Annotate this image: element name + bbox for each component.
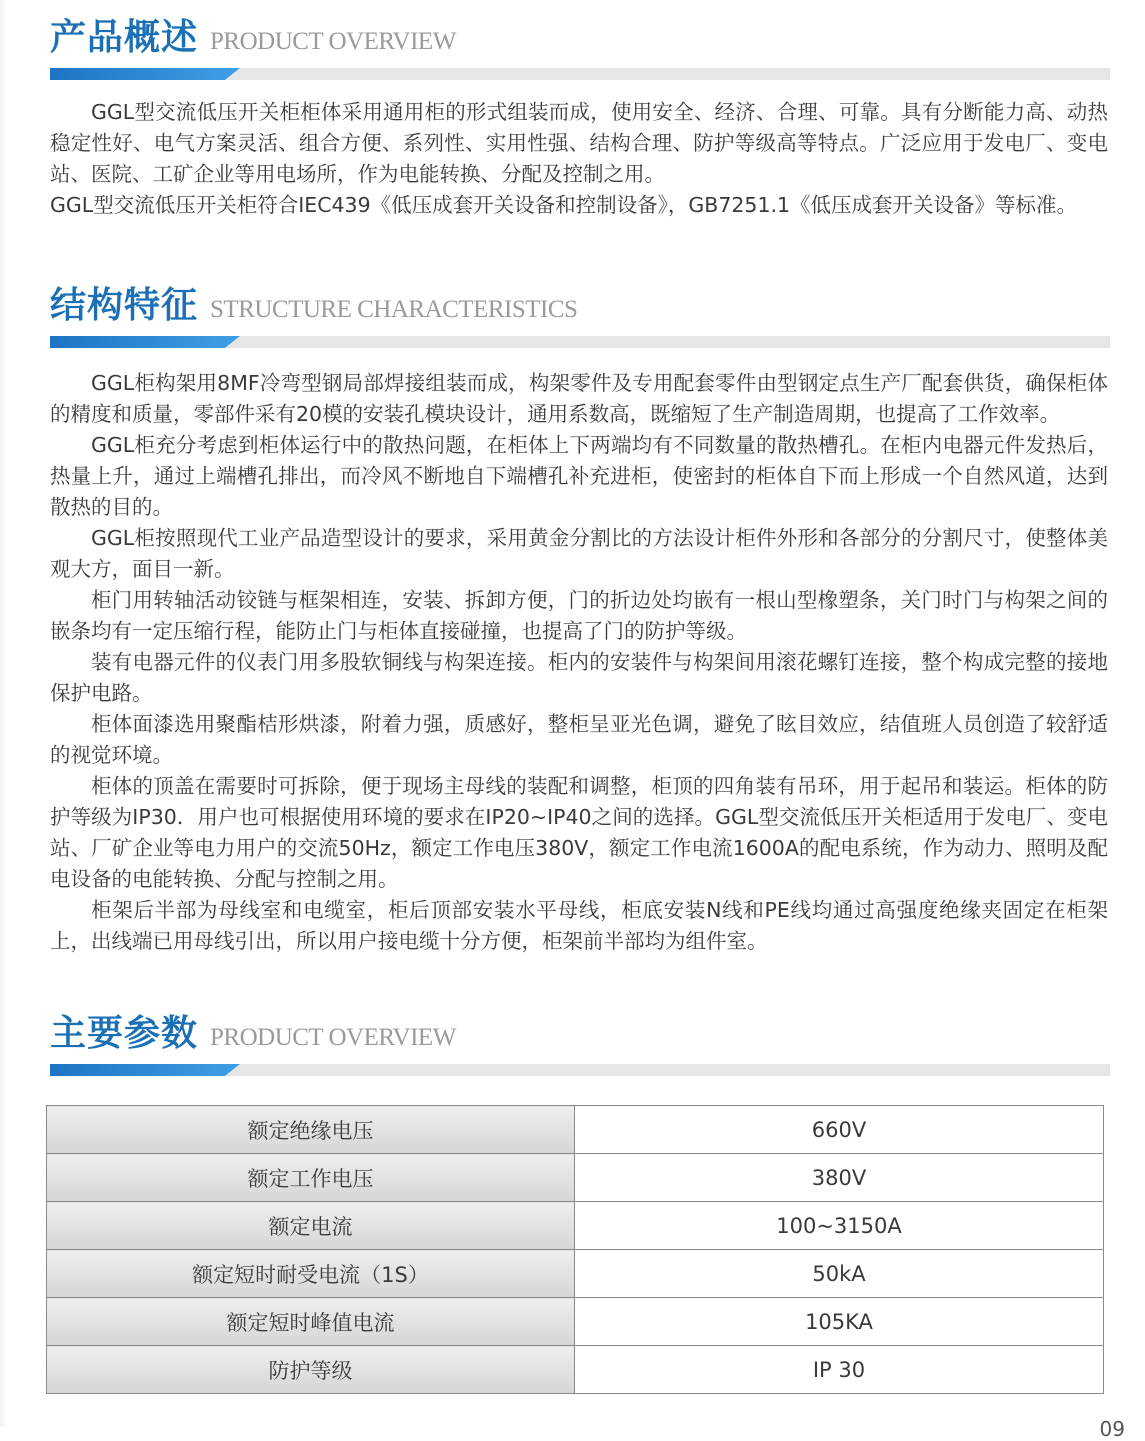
page-number: 09 bbox=[1099, 1417, 1125, 1441]
table-row bbox=[47, 1106, 1104, 1154]
params-header bbox=[50, 1012, 1110, 1076]
structure-title-zh: 结构特征 bbox=[50, 285, 199, 326]
param-value: 105KA bbox=[575, 1298, 1104, 1346]
params-divider bbox=[50, 1064, 1110, 1076]
table-row bbox=[47, 1346, 1104, 1394]
structure-paragraph-7: 柜体的顶盖在需要时可拆除，便于现场主母线的装配和调整，柜顶的四角装有吊环，用于起吊和装运。柜体的防护等级为IP30．用户也可根据使用环境的要求在IP20~IP40之间的选择。GGL型交流低压开关柜适用于发电厂、变电站、厂矿企业等电力用户的交流50Hz，额定工作电压380V，额定工作电流1600A的配电系统，作为动力、照明及配电设备的电能转换、分配与控制之用。 bbox=[50, 774, 1108, 891]
page-edge-strip bbox=[0, 0, 8, 1427]
param-value: 50kA bbox=[575, 1250, 1104, 1298]
structure-paragraph-4: 柜门用转轴活动铰链与框架相连，安装、拆卸方便，门的折边处均嵌有一根山型橡塑条，关门时门与构架之间的嵌条均有一定压缩行程，能防止门与柜体直接碰撞，也提高了门的防护等级。 bbox=[50, 588, 1108, 643]
overview-paragraph-1: GGL型交流低压开关柜柜体采用通用柜的形式组装而成，使用安全、经济、合理、可靠。具有分断能力高、动热稳定性好、电气方案灵活、组合方便、系列性、实用性强、结构合理、防护等级高等特点。广泛应用于发电厂、变电站、医院、工矿企业等用电场所，作为电能转换、分配及控制之用。 bbox=[50, 100, 1108, 186]
param-value: IP 30 bbox=[575, 1346, 1104, 1394]
structure-paragraph-6: 柜体面漆选用聚酯桔形烘漆，附着力强，质感好，整柜呈亚光色调，避免了眩目效应，结值班人员创造了较舒适的视觉环境。 bbox=[50, 712, 1108, 767]
overview-divider bbox=[50, 68, 1110, 80]
structure-header bbox=[50, 284, 1110, 348]
overview-title-zh: 产品概述 bbox=[50, 17, 199, 58]
param-label: 额定工作电压 bbox=[47, 1154, 575, 1202]
structure-text bbox=[50, 368, 1108, 957]
overview-title-en: PRODUCT OVERVIEW bbox=[210, 28, 456, 55]
table-row bbox=[47, 1298, 1104, 1346]
table-row bbox=[47, 1250, 1104, 1298]
param-label: 防护等级 bbox=[47, 1346, 575, 1394]
param-value: 380V bbox=[575, 1154, 1104, 1202]
param-value: 100~3150A bbox=[575, 1202, 1104, 1250]
structure-paragraph-2: GGL柜充分考虑到柜体运行中的散热问题，在柜体上下两端均有不同数量的散热槽孔。在柜内电器元件发热后，热量上升，通过上端槽孔排出，而冷风不断地自下端槽孔补充进柜，使密封的柜体自下而上形成一个自然风道，达到散热的目的。 bbox=[50, 433, 1108, 519]
param-label: 额定绝缘电压 bbox=[47, 1106, 575, 1154]
structure-divider bbox=[50, 336, 1110, 348]
params-title-en: PRODUCT OVERVIEW bbox=[210, 1024, 456, 1051]
table-row bbox=[47, 1202, 1104, 1250]
structure-paragraph-5: 装有电器元件的仪表门用多股软铜线与构架连接。柜内的安装件与构架间用滚花螺钉连接，整个构成完整的接地保护电路。 bbox=[50, 650, 1108, 705]
params-table bbox=[46, 1105, 1104, 1394]
param-label: 额定短时耐受电流（1S） bbox=[47, 1250, 575, 1298]
structure-paragraph-8: 柜架后半部为母线室和电缆室，柜后顶部安装水平母线，柜底安装N线和PE线均通过高强度绝缘夹固定在柜架上，出线端已用母线引出，所以用户接电缆十分方便，柜架前半部均为组件室。 bbox=[50, 898, 1108, 953]
overview-header bbox=[50, 16, 1110, 80]
overview-text bbox=[50, 97, 1108, 221]
param-label: 额定电流 bbox=[47, 1202, 575, 1250]
params-title-zh: 主要参数 bbox=[50, 1013, 199, 1054]
structure-paragraph-1: GGL柜构架用8MF冷弯型钢局部焊接组装而成，构架零件及专用配套零件由型钢定点生产厂配套供货，确保柜体的精度和质量，零部件采有20模的安装孔模块设计，通用系数高，既缩短了生产制造周期，也提高了工作效率。 bbox=[50, 371, 1108, 426]
param-value: 660V bbox=[575, 1106, 1104, 1154]
structure-title-en: STRUCTURE CHARACTERISTICS bbox=[210, 296, 578, 323]
param-label: 额定短时峰值电流 bbox=[47, 1298, 575, 1346]
overview-paragraph-2: GGL型交流低压开关柜符合IEC439《低压成套开关设备和控制设备》，GB7251.1《低压成套开关设备》等标准。 bbox=[50, 193, 1078, 217]
structure-paragraph-3: GGL柜按照现代工业产品造型设计的要求，采用黄金分割比的方法设计柜件外形和各部分的分割尺寸，使整体美观大方，面目一新。 bbox=[50, 526, 1108, 581]
table-row bbox=[47, 1154, 1104, 1202]
